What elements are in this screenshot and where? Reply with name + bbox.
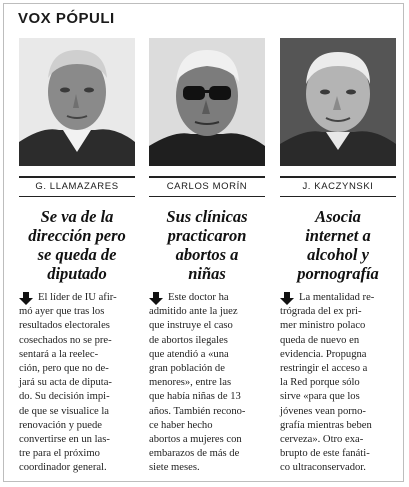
headline-line: diputado [47,264,107,283]
body-line: gran población de [149,363,225,375]
down-arrow-icon [19,292,33,305]
headline-line: Asocia [315,207,361,226]
body-line: evidencia. Propugna [280,348,367,360]
body-line: siete meses. [149,462,200,474]
body-line: de que se visualice la [19,405,110,417]
body-line: que instruye el caso [149,320,233,332]
body-line: que atendió a «una [149,348,229,360]
body-line: El líder de IU afir- [19,291,135,305]
body-line: convertirse en un las- [19,434,110,446]
headline-line: Sus clínicas [166,207,248,226]
name-underline [149,196,265,197]
body-line: ción, pero que no de- [19,363,109,375]
name-rule [19,176,135,178]
body-line: menores», entre las [149,377,232,389]
body-line: de abortos ilegales [149,334,228,346]
body-line: jóvenes vean porno- [280,405,366,417]
headline-line: se queda de [37,245,117,264]
section-title: VOX PÓPULI [18,10,115,27]
down-arrow-icon [149,292,163,305]
body-line: jará su acta de diputa- [19,377,112,389]
down-arrow-icon [280,292,294,305]
headline-line: niñas [188,264,226,283]
headline-line: internet a [305,226,371,245]
portrait-photo [149,38,265,166]
body-text [280,291,396,476]
column-morin [149,38,265,476]
body-line: que había niñas de 13 [149,391,241,403]
body-line: coordinador general. [19,462,107,474]
body-line: co ultraconservador. [280,462,366,474]
body-line: sentará a la reelec- [19,348,99,360]
body-line: grafía mientras beben [280,419,372,431]
body-line: do. Su decisión impi- [19,391,110,403]
headline [149,207,265,283]
person-name: CARLOS MORÍN [166,181,248,192]
headline-line: alcohol y [307,245,369,264]
body-line: resultados electorales [19,320,110,332]
body-line: tre para el próximo [19,448,100,460]
body-line: mer ministro polaco [280,320,366,332]
body-line: ce haber hecho [149,419,213,431]
headline-line: pornografía [297,264,379,283]
body-line: embarazos de más de [149,448,240,460]
body-line: admitido ante la juez [149,306,238,318]
column-kaczynski [280,38,396,476]
body-line: sirve «para que los [280,391,360,403]
column-llamazares [19,38,135,476]
headline-line: practicaron [167,226,247,245]
body-line: brupto de este fanáti- [280,448,370,460]
body-line: Este doctor ha [149,291,265,305]
body-line: la Red porque sólo [280,377,360,389]
body-line: mó ayer que tras los [19,306,105,318]
headline-line: Se va de la [40,207,114,226]
body-line: años. También recono- [149,405,246,417]
body-line: queda de nuevo en [280,334,360,346]
body-line: trógrada del ex pri- [280,306,362,318]
name-underline [280,196,396,197]
headline [280,207,396,283]
headline-line: dirección pero [28,226,126,245]
portrait-photo [280,38,396,166]
body-line: abortos a mujeres con [149,434,242,446]
headline-line: abortos a [175,245,239,264]
body-line: La mentalidad re- [280,291,396,305]
name-underline [19,196,135,197]
name-rule [280,176,396,178]
body-text [19,291,135,476]
body-line: cosechados no se pre- [19,334,112,346]
portrait-photo [19,38,135,166]
body-text [149,291,265,476]
headline [19,207,135,283]
person-name: G. LLAMAZARES [35,181,119,192]
person-name: J. KACZYNSKI [302,181,374,192]
name-rule [149,176,265,178]
body-line: cerveza». Otro exa- [280,434,364,446]
body-line: renovación y puede [19,419,102,431]
body-line: restringir el acceso a [280,363,368,375]
